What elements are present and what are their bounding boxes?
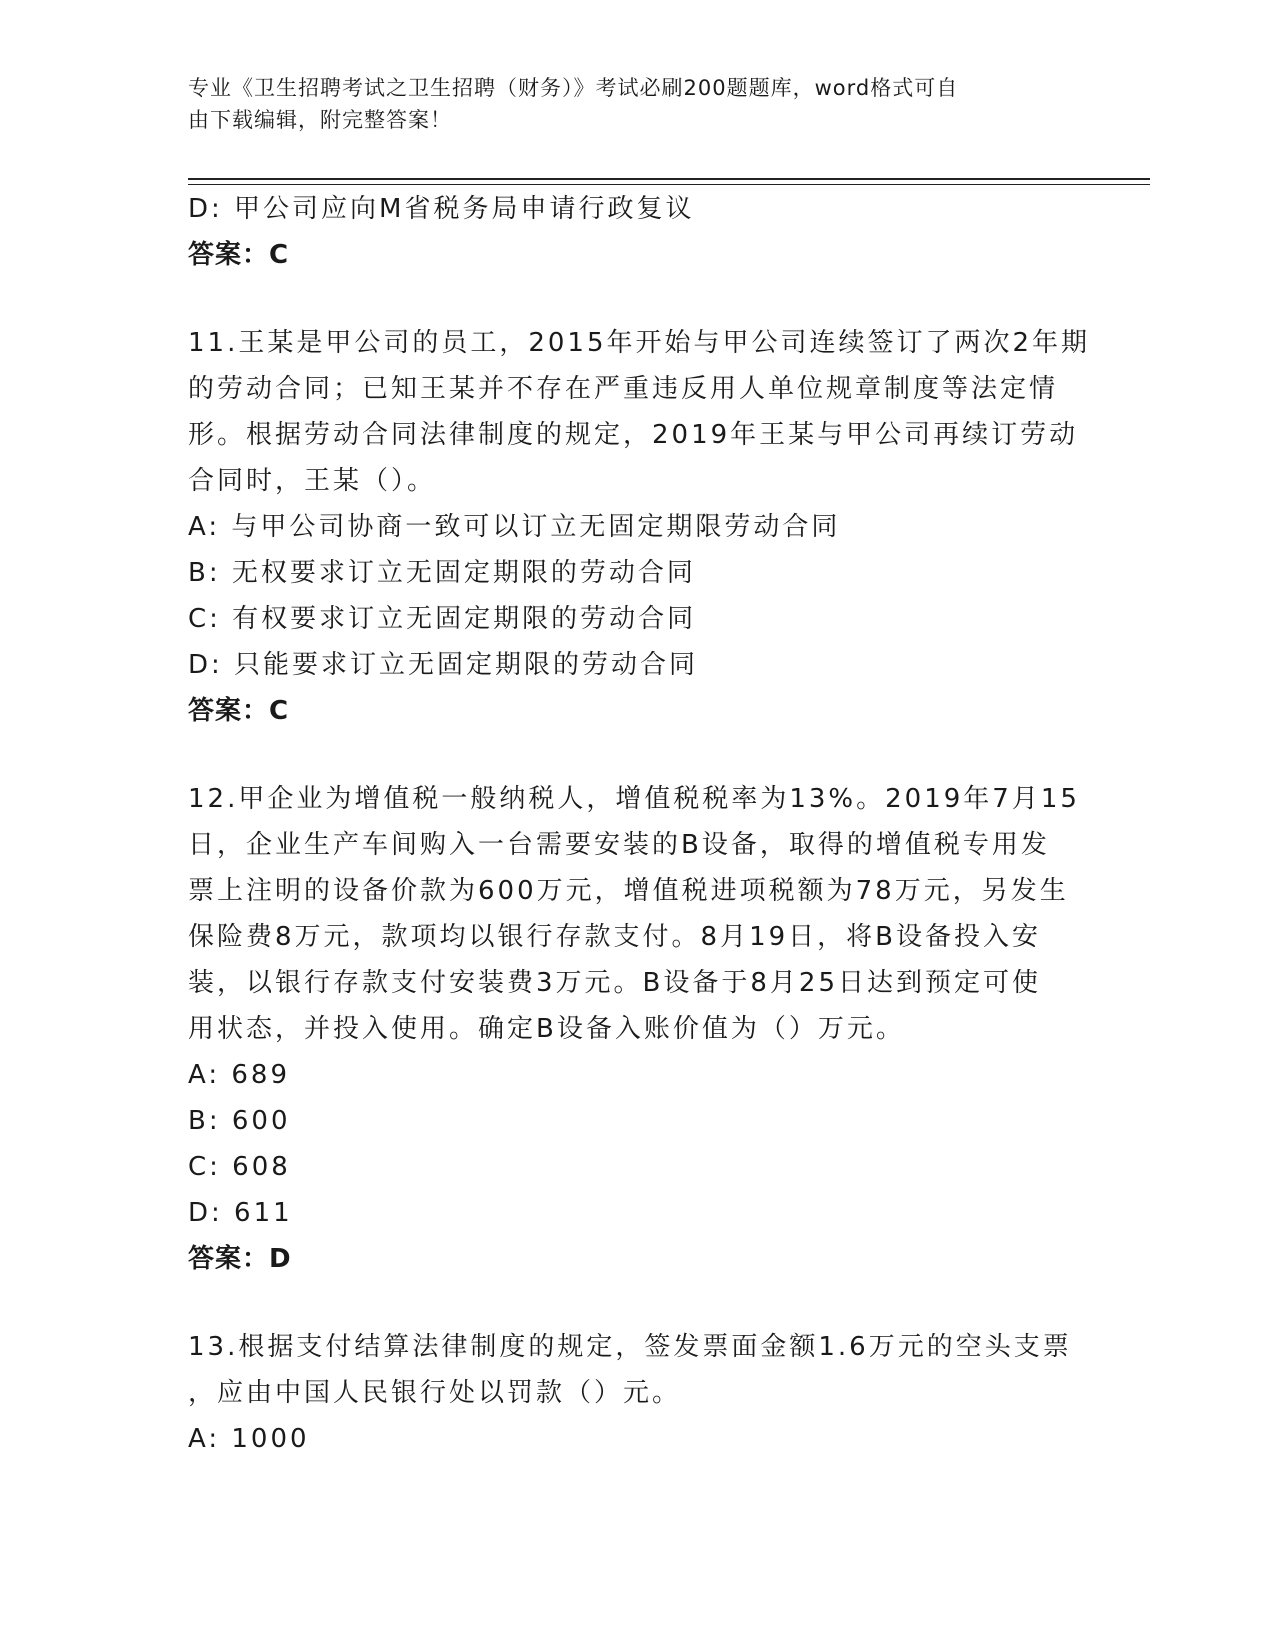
header-line-2: 由下载编辑，附完整答案！ [188, 108, 452, 132]
answer-line: 答案：C [188, 696, 290, 726]
question-13 [188, 1324, 1088, 1462]
question-11 [188, 320, 1091, 734]
question-12 [188, 776, 1088, 1282]
option-b: B: 600 [188, 1106, 291, 1136]
spacer [188, 734, 1088, 776]
document-header [188, 72, 1068, 136]
spacer [188, 278, 1088, 320]
answer-line: 答案：D [188, 1244, 292, 1274]
question-content [188, 186, 1091, 1462]
question-stem-line: 票上注明的设备价款为600万元，增值税进项税额为78万元，另发生 [188, 876, 1069, 906]
header-rule-thick [188, 178, 1150, 180]
question-stem-line: 的劳动合同；已知王某并不存在严重违反用人单位规章制度等法定情 [188, 374, 1059, 404]
option-b: B: 无权要求订立无固定期限的劳动合同 [188, 558, 696, 588]
question-stem-line: 12.甲企业为增值税一般纳税人，增值税税率为13%。2019年7月15 [188, 784, 1080, 814]
option-a: A: 1000 [188, 1424, 310, 1454]
question-stem-line: 装，以银行存款支付安装费3万元。B设备于8月25日达到预定可使 [188, 968, 1042, 998]
option-a: A: 689 [188, 1060, 290, 1090]
question-stem-line: 11.王某是甲公司的员工，2015年开始与甲公司连续签订了两次2年期 [188, 328, 1091, 358]
option-d: D: 611 [188, 1198, 293, 1228]
question-stem-line: ，应由中国人民银行处以罚款（）元。 [188, 1378, 682, 1408]
header-line-1: 专业《卫生招聘考试之卫生招聘（财务）》考试必刷200题题库，word格式可自 [188, 76, 959, 100]
question-stem-line: 合同时，王某（）。 [188, 466, 437, 496]
previous-question-tail [188, 186, 1088, 278]
spacer [188, 1282, 1088, 1324]
answer-line: 答案：C [188, 240, 290, 270]
option-a: A: 与甲公司协商一致可以订立无固定期限劳动合同 [188, 512, 841, 542]
question-stem-line: 用状态，并投入使用。确定B设备入账价值为（）万元。 [188, 1014, 905, 1044]
question-stem-line: 保险费8万元，款项均以银行存款支付。8月19日，将B设备投入安 [188, 922, 1042, 952]
option-d: D: 只能要求订立无固定期限的劳动合同 [188, 650, 699, 680]
question-stem-line: 日，企业生产车间购入一台需要安装的B设备，取得的增值税专用发 [188, 830, 1050, 860]
option-c: C: 608 [188, 1152, 291, 1182]
option-d: D: 甲公司应向M省税务局申请行政复议 [188, 194, 695, 224]
question-stem-line: 13.根据支付结算法律制度的规定，签发票面金额1.6万元的空头支票 [188, 1332, 1072, 1362]
header-rule-thin [188, 184, 1150, 185]
question-stem-line: 形。根据劳动合同法律制度的规定，2019年王某与甲公司再续订劳动 [188, 420, 1079, 450]
option-c: C: 有权要求订立无固定期限的劳动合同 [188, 604, 697, 634]
